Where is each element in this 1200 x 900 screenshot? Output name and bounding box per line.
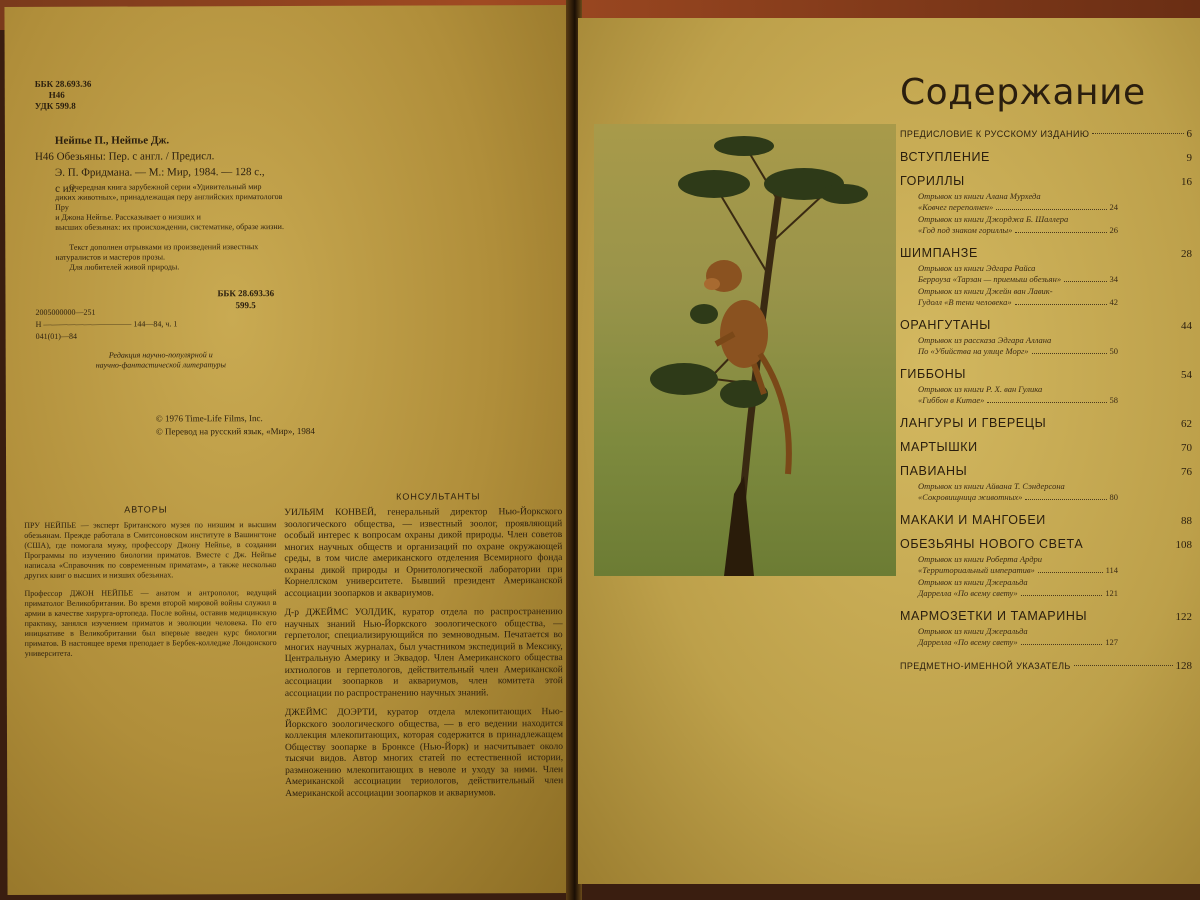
excerpt-page-number: 80	[1109, 492, 1118, 502]
tree-illustration	[594, 124, 896, 576]
excerpt-title: «Год под знаком гориллы»	[918, 225, 1013, 235]
toc-entry	[900, 128, 1192, 140]
leader-dots	[1021, 637, 1103, 645]
toc-heading: ОРАНГУТАНЫ	[900, 318, 991, 332]
copyright	[156, 412, 315, 439]
toc-heading-row	[900, 367, 1192, 381]
catalog-code: Н46	[48, 89, 65, 100]
excerpt-title-row	[918, 202, 1118, 213]
excerpt-title-row	[918, 346, 1118, 357]
excerpt-page-number: 121	[1105, 588, 1118, 598]
toc-heading-row	[900, 246, 1192, 260]
index-block	[35, 306, 177, 342]
excerpt-title-row	[918, 274, 1118, 285]
leader-dots	[1021, 588, 1103, 596]
toc-entry	[900, 150, 1192, 164]
toc-entry	[900, 609, 1192, 648]
toc-entry	[900, 174, 1192, 236]
toc-page-number: 28	[1181, 248, 1192, 260]
author-paragraph: ПРУ НЕЙПЬЕ — эксперт Британского музея по низшим и высшим обезьянам. Прежде работала в Смитсоновском институте в Вашингтоне (США), где помогала мужу, профессору Джону Нейпье, в создании Программы по изучению биологии приматов. Вместе с Дж. Нейпье написала «Справочник по современным приматам», а также несколько других книг о высших и низших обезьянах.	[24, 520, 277, 580]
excerpt-source: Отрывок из книги Алана Мурхеда	[918, 191, 1041, 201]
toc-entry	[900, 416, 1192, 430]
toc-page-number: 108	[1175, 539, 1192, 551]
toc-entry	[900, 537, 1192, 599]
toc-entry	[900, 464, 1192, 503]
toc-page-number: 9	[1186, 152, 1192, 164]
annotation-line: диких животных», принадлежащая перу английских приматологов Пру	[55, 192, 283, 212]
excerpt-source: Отрывок из книги Джеральда	[918, 577, 1028, 587]
toc-page-number: 62	[1181, 418, 1192, 430]
excerpt-source: Отрывок из книги Р. Х. ван Гулика	[918, 384, 1043, 394]
excerpt-page-number: 114	[1105, 565, 1118, 575]
toc-heading-row	[900, 416, 1192, 430]
toc-excerpt	[900, 384, 1192, 406]
leader-dots	[1038, 565, 1103, 573]
excerpt-page-number: 34	[1109, 274, 1118, 284]
excerpt-page-number: 42	[1109, 297, 1118, 307]
excerpt-title: По «Убийства на улице Морг»	[918, 346, 1029, 356]
toc-heading: МАКАКИ И МАНГОБЕИ	[900, 513, 1046, 527]
toc-excerpt	[900, 263, 1192, 285]
excerpt-source: Отрывок из книги Роберта Ардри	[918, 554, 1042, 564]
toc-heading-row	[900, 174, 1192, 188]
excerpt-source: Отрывок из книги Айвана Т. Сэндерсона	[918, 481, 1065, 491]
excerpt-title-row	[918, 637, 1118, 648]
leader-dots	[1032, 346, 1107, 354]
consultant-paragraph: Д-р ДЖЕЙМС УОЛДИК, куратор отдела по распространению научных знаний Нью-Йоркского зоологического общества, — герпетолог, специализирующийся по земноводным. Печатается во многих научных журналах, был участником экспедиций в Мексику, Центральную Америку и Эквадор. Член Американского общества ихтиологов и герпетологов, действительный член Американской ассоциации зоопарков и аквариумов, член комитета этой ассоциации по распространению научных знаний.	[284, 607, 563, 699]
copyright-line: © Перевод на русский язык, «Мир», 1984	[155, 425, 315, 437]
consultants-heading: КОНСУЛЬТАНТЫ	[396, 491, 481, 502]
entry-line: Н46 Обезьяны: Пер. с англ. / Предисл.	[34, 150, 215, 163]
excerpt-title: «Территориальный императив»	[918, 565, 1035, 575]
catalog-code-right: 599.5	[235, 300, 256, 311]
toc-excerpt	[900, 626, 1192, 648]
toc-excerpt	[900, 191, 1192, 213]
toc-heading-row	[900, 609, 1192, 623]
toc-heading-row	[900, 128, 1192, 140]
entry-line: Э. П. Фридмана. — М.: Мир, 1984. — 128 с.,	[55, 166, 265, 179]
leader-dots	[996, 202, 1106, 210]
toc-heading-row	[900, 537, 1192, 551]
excerpt-title-row	[918, 565, 1118, 576]
toc-heading: МАРТЫШКИ	[900, 440, 978, 454]
excerpt-title: «Сокровищница животных»	[918, 492, 1023, 502]
excerpt-title: «Ковчег переполнен»	[918, 202, 994, 212]
toc-excerpt	[900, 554, 1192, 576]
author-paragraph: Профессор ДЖОН НЕЙПЬЕ — анатом и антрополог, ведущий приматолог Великобритании. Во время второй мировой войны служил в армии в качестве хирурга-ортопеда. После войны, оставив медицинскую практику, занялся изучением приматов и эволюции человека. По его инициативе в Великобритании был впервые введен курс биологии приматов. В настоящее время преподает в Бербек-колледже Лондонского университета.	[24, 588, 277, 658]
left-page	[4, 5, 573, 895]
toc-page-number: 76	[1181, 466, 1192, 478]
consultants-text	[284, 507, 563, 800]
excerpt-title: Берроуза «Тарзан — приемыш обезьян»	[918, 274, 1062, 284]
toc-entry	[900, 513, 1192, 527]
monkey-photo	[594, 124, 896, 576]
excerpt-page-number: 58	[1109, 395, 1118, 405]
index-line: 041(01)—84	[35, 331, 77, 341]
excerpt-title: Гудолл «В тени человека»	[918, 297, 1012, 307]
annotation-line: и Джона Нейпье. Рассказывает о низших и	[55, 212, 201, 222]
excerpt-page-number: 26	[1109, 225, 1118, 235]
toc-entry	[900, 660, 1192, 672]
toc-excerpt	[900, 577, 1192, 599]
annotation	[55, 182, 295, 273]
toc-heading: ШИМПАНЗЕ	[900, 246, 978, 260]
excerpt-title: Даррелла «По всему свету»	[918, 588, 1018, 598]
excerpt-source: Отрывок из книги Джорджа Б. Шаллера	[918, 214, 1069, 224]
toc-excerpt	[900, 214, 1192, 236]
toc-excerpt	[900, 286, 1192, 308]
toc-heading-row	[900, 464, 1192, 478]
toc-heading: ОБЕЗЬЯНЫ НОВОГО СВЕТА	[900, 537, 1084, 551]
toc-page-number: 44	[1181, 320, 1192, 332]
excerpt-title: «Гиббон в Китае»	[918, 395, 985, 405]
excerpt-title-row	[918, 395, 1118, 406]
toc-page-number: 128	[1175, 660, 1192, 672]
excerpt-page-number: 127	[1105, 637, 1118, 647]
authors-text	[24, 520, 276, 659]
excerpt-title-row	[918, 492, 1118, 503]
toc-heading: ВСТУПЛЕНИЕ	[900, 150, 990, 164]
excerpt-source: Отрывок из книги Эдгара Райса	[918, 263, 1036, 273]
annotation-line: Очередная книга зарубежной серии «Удивительный мир	[69, 182, 262, 192]
toc-entry	[900, 246, 1192, 308]
toc-page-number: 54	[1181, 369, 1192, 381]
toc-heading: ПРЕДИСЛОВИЕ К РУССКОМУ ИЗДАНИЮ	[900, 129, 1090, 139]
leader-dots	[1092, 133, 1183, 134]
bbk-code-right: ББК 28.693.36	[217, 288, 275, 299]
toc-page-number: 6	[1186, 128, 1192, 140]
udk-code: УДК 599.8	[34, 100, 76, 111]
leader-dots	[1015, 225, 1106, 233]
toc-heading-row	[900, 150, 1192, 164]
bbk-code: ББК 28.693.36	[34, 78, 92, 89]
toc-page-number: 16	[1181, 176, 1192, 188]
authors-heading: АВТОРЫ	[124, 504, 168, 515]
toc-excerpt	[900, 481, 1192, 503]
toc-page-number: 70	[1181, 442, 1192, 454]
entry-line: Нейпье П., Нейпье Дж.	[54, 134, 170, 147]
toc-entry	[900, 367, 1192, 406]
toc-heading-row	[900, 318, 1192, 332]
excerpt-title-row	[918, 297, 1118, 308]
page-title: Содержание	[900, 72, 1146, 113]
toc-heading: ЛАНГУРЫ И ГВЕРЕЦЫ	[900, 416, 1047, 430]
excerpt-page-number: 24	[1109, 202, 1118, 212]
annotation-line: высших обезьянах: их происхождении, систематике, образе жизни.	[55, 222, 284, 232]
toc-excerpt	[900, 335, 1192, 357]
consultant-paragraph: ДЖЕЙМС ДОЭРТИ, куратор отдела млекопитающих Нью-Йоркского зоологического общества, — в его ведении находится коллекция млекопитающих, которая содержится в принадлежащем Обществу зоопарке в Бронксе (Нью-Йорк) и насчитывает около тысячи видов. Автор многих статей по естественной истории, размножению млекопитающих в неволе и уходу за ними. Член Американской ассоциации териологов, действительный член Американской ассоциации зоопарков и аквариумов.	[284, 707, 564, 799]
excerpt-source: Отрывок из книги Джеральда	[918, 626, 1028, 636]
excerpt-title-row	[918, 225, 1118, 236]
toc-heading: ПРЕДМЕТНО-ИМЕННОЙ УКАЗАТЕЛЬ	[900, 661, 1071, 671]
leader-dots	[987, 395, 1106, 403]
leader-dots	[1074, 665, 1173, 666]
excerpt-page-number: 50	[1109, 346, 1118, 356]
toc-page-number: 88	[1181, 515, 1192, 527]
toc-heading: ГОРИЛЛЫ	[900, 174, 965, 188]
excerpt-title: Даррелла «По всему свету»	[918, 637, 1018, 647]
excerpt-source: Отрывок из книги Джейн ван Лавик-	[918, 286, 1053, 296]
edition-info	[96, 350, 226, 370]
toc-page-number: 122	[1175, 611, 1192, 623]
index-line: 2005000000—251	[35, 307, 96, 317]
toc-heading-row	[900, 660, 1192, 672]
toc-entry	[900, 440, 1192, 454]
leader-dots	[1064, 274, 1106, 282]
leader-dots	[1025, 492, 1106, 500]
table-of-contents	[900, 128, 1192, 672]
entry-line: с ил.	[55, 182, 77, 195]
edition-line: Редакция научно-популярной и	[108, 350, 213, 360]
toc-heading: МАРМОЗЕТКИ И ТАМАРИНЫ	[900, 609, 1088, 623]
consultant-paragraph: УИЛЬЯМ КОНВЕЙ, генеральный директор Нью-Йоркского зоологического общества, — известный зоолог, проявляющий особый интерес к вопросам охраны дикой природы. Член советов многих научных обществ и организаций по охране окружающей среды, в том числе американского отделения Всемирного фонда охраны дикой природы и Орнитологической лаборатории при Корнеллском университете. Бывший президент Американской ассоциации зоопарков и аквариумов.	[284, 507, 563, 599]
leader-dots	[1015, 297, 1107, 305]
copyright-line: © 1976 Time-Life Films, Inc.	[155, 413, 263, 424]
toc-heading: ГИББОНЫ	[900, 367, 967, 381]
annotation-line: Текст дополнен отрывками из произведений известных	[69, 242, 259, 252]
edition-line: научно-фантастической литературы	[95, 360, 226, 370]
right-page	[578, 18, 1200, 884]
index-line: Н ——————————— 144—84, ч. 1	[35, 319, 178, 329]
toc-heading-row	[900, 440, 1192, 454]
toc-heading: ПАВИАНЫ	[900, 464, 968, 478]
annotation-line: Для любителей живой природы.	[69, 262, 180, 272]
toc-heading-row	[900, 513, 1192, 527]
annotation-line: натуралистов и мастеров прозы.	[55, 252, 166, 262]
excerpt-title-row	[918, 588, 1118, 599]
toc-entry	[900, 318, 1192, 357]
excerpt-source: Отрывок из рассказа Эдгара Аллана	[918, 335, 1052, 345]
